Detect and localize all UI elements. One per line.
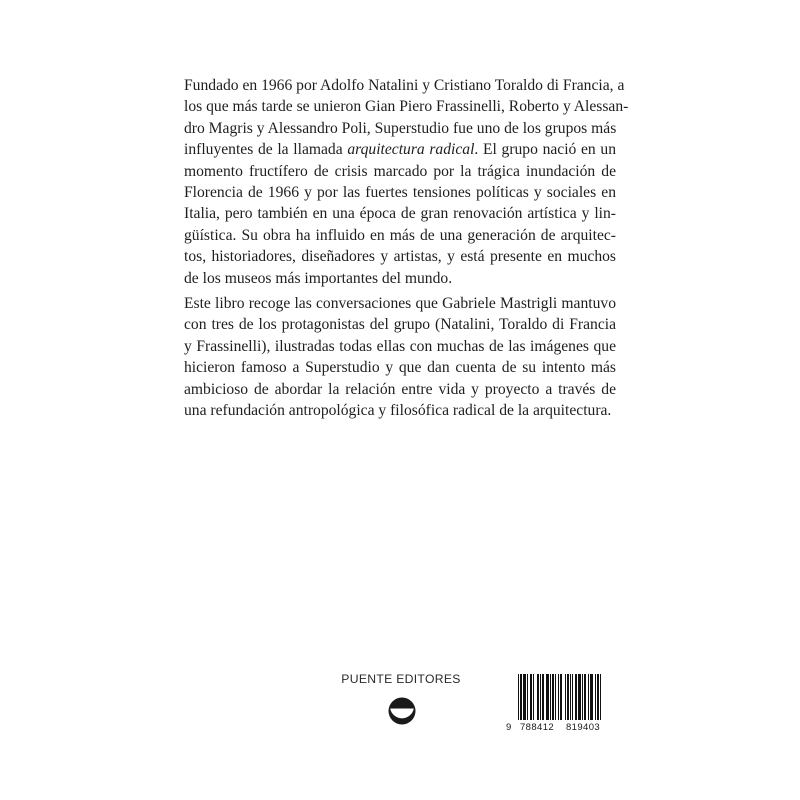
publisher-name: PUENTE EDITORES — [341, 672, 461, 686]
paragraph-line: Fundado en 1966 por Adolfo Natalini y Cristiano Toraldo di Francia, a — [184, 77, 625, 94]
barcode-bar — [567, 674, 569, 720]
barcode-bar — [552, 674, 554, 720]
barcode-bar — [558, 674, 559, 720]
paragraph-line: momento fructífero de crisis marcado por la trágica inundación de — [184, 162, 616, 180]
paragraph-line: y Frassinelli), ilustradas todas ellas con muchas de las imágenes que — [184, 337, 616, 355]
publisher-logo-icon — [387, 696, 417, 726]
barcode-bar — [565, 674, 566, 720]
paragraph-line: con tres de los protagonistas del grupo (Natalini, Toraldo di Francia — [184, 316, 616, 334]
barcode-bar — [582, 674, 583, 720]
barcode-bar — [533, 674, 534, 720]
paragraph-line-with-italic — [184, 139, 616, 160]
barcode-bar — [572, 674, 573, 720]
barcode-bar — [575, 674, 577, 720]
barcode-bar — [530, 674, 532, 720]
barcode-digits-group-1: 788412 — [520, 722, 555, 733]
barcode-bar — [537, 674, 539, 720]
barcode-bar — [588, 674, 589, 720]
paragraph-line: güística. Su obra ha influido en más de una generación de arquitec- — [184, 226, 616, 244]
barcode-bar — [578, 674, 581, 720]
barcode-bar — [542, 674, 544, 720]
barcode-bar — [527, 674, 528, 720]
description-paragraph-2 — [184, 293, 616, 421]
paragraph-line: Italia, pero también en una época de gran renovación artística y lin- — [184, 205, 616, 223]
barcode-bar — [540, 674, 541, 720]
italic-term: arquitectura radical — [347, 141, 475, 159]
paragraph-line: de los museos más importantes del mundo. — [184, 269, 453, 287]
barcode-bar — [520, 674, 522, 720]
paragraph-line: ambicioso de abordar la relación entre vida y proyecto a través de — [184, 380, 616, 398]
paragraph-line: tos, historiadores, diseñadores y artistas, y está presente en muchos — [184, 248, 616, 266]
paragraph-text: . El grupo nació en un — [474, 141, 616, 159]
barcode-bar — [570, 674, 571, 720]
paragraph-text: influyentes de la llamada — [184, 141, 348, 159]
paragraph-line: dro Magris y Alessandro Poli, Superstudio fue uno de los grupos más — [184, 119, 617, 137]
barcode-bar — [584, 674, 586, 720]
barcode-digits-group-2: 819403 — [566, 722, 601, 733]
paragraph-line: una refundación antropológica y filosófica radical de la arquitectura. — [184, 402, 612, 420]
barcode-bar — [523, 674, 526, 720]
barcode-bars — [506, 672, 616, 724]
barcode-lead-digit: 9 — [506, 722, 512, 733]
paragraph-line: hicieron famoso a Superstudio y que dan cuenta de su intento más — [184, 359, 616, 377]
description-paragraph-1 — [184, 75, 629, 289]
barcode-bar — [590, 674, 593, 720]
paragraph-line: los que más tarde se unieron Gian Piero Frassinelli, Roberto y Alessan- — [184, 98, 629, 116]
barcode-bar — [595, 674, 596, 720]
barcode-bar — [555, 674, 556, 720]
barcode-bar — [597, 674, 599, 720]
barcode-bar — [560, 674, 562, 720]
barcode-bar — [600, 674, 601, 720]
paragraph-line: Este libro recoge las conversaciones que Gabriele Mastrigli mantuvo — [184, 295, 616, 312]
barcode-bar — [546, 674, 549, 720]
paragraph-line: Florencia de 1966 y por las fuertes tensiones políticas y sociales en — [184, 184, 616, 202]
barcode-bar — [550, 674, 551, 720]
isbn-barcode — [506, 672, 616, 738]
barcode-bar — [518, 674, 519, 720]
